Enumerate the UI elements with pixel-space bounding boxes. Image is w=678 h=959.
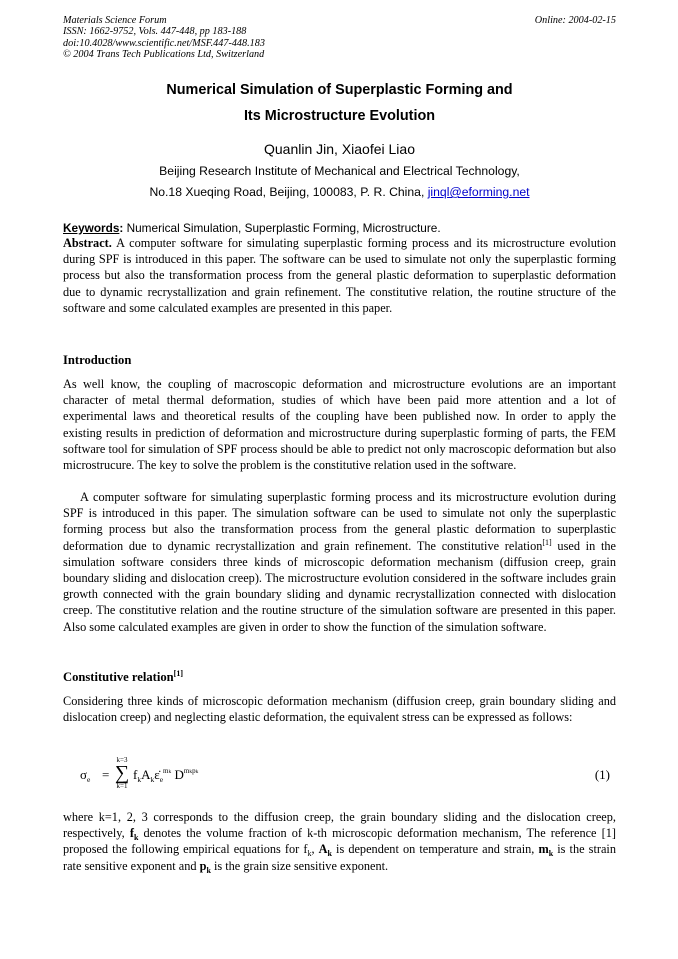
- introduction-paragraph-2: [63, 489, 616, 635]
- eq-strain-rate-sub: e: [159, 775, 164, 784]
- author-email-link[interactable]: jinql@eforming.net: [427, 185, 530, 199]
- eq-lhs: [80, 767, 90, 783]
- eq-D-p: p: [192, 767, 196, 775]
- eq-sigma: σ: [80, 767, 88, 782]
- abstract-label: Abstract.: [63, 236, 112, 250]
- eq-sum-upper: k=3: [116, 756, 128, 764]
- eq-D-m-sub: k: [189, 769, 193, 775]
- eq-D-exp: [184, 767, 198, 775]
- eq-sum-symbol: ∑: [114, 762, 130, 784]
- abstract-text: A computer software for simulating superplastic forming process and its microstructure evolution during SPF is introduced in this paper. The software can be used to simulate not only the superplastic forming process but also the transformation process from the general plastic deformation to superplastic deformation due to dynamic recrystallization and grain refinement. The constitutive relation, the routine structure of the software and some calculated examples are presented in this paper.: [63, 236, 616, 315]
- pk-symbol: [200, 859, 211, 873]
- eq-D-p-sub: k: [195, 769, 199, 775]
- affiliation-line-1: Beijing Research Institute of Mechanical and Electrical Technology,: [159, 164, 520, 178]
- keywords-colon: :: [119, 221, 124, 235]
- eq-f: f: [133, 767, 138, 782]
- eq-summation: [114, 756, 130, 790]
- eq-D-m: m: [183, 767, 190, 775]
- pk-k: k: [206, 865, 211, 875]
- intro-p2-text-a: A computer software for simulating superplastic forming process and its microstructure evolution during SPF is introduced in this paper. The simulation software can be used to simulate not only the superplastic forming process but also the transformation process from the general plastic deformation to superplastic deformation due to dynamic recrystallization and grain refinement. The constitutive relation: [63, 490, 616, 553]
- const-p2-s1: where k=1, 2, 3 corresponds to the diffusion creep, the grain boundary sliding and the dislocation creep, respectively,: [63, 810, 616, 841]
- eq-m-sub: k: [168, 769, 172, 775]
- author-list: Quanlin Jin, Xiaofei Liao: [264, 141, 415, 157]
- const-p2-s4: is dependent on temperature and strain,: [331, 842, 539, 857]
- eq-rhs: [133, 767, 198, 783]
- ak-a: A: [318, 842, 328, 857]
- paper-title-line-2: Its Microstructure Evolution: [243, 108, 436, 124]
- const-p2-s6: is the grain size sensitive exponent.: [210, 858, 389, 873]
- journal-name: Materials Science Forum: [63, 15, 167, 26]
- constitutive-paragraph-2: [63, 809, 616, 874]
- equation-1: [80, 758, 616, 794]
- const-p2-s5: is the strain rate sensitive exponent and: [63, 842, 616, 873]
- fk2-k: k: [307, 849, 312, 859]
- eq-equals: =: [102, 767, 110, 782]
- eq-A-sub: k: [150, 775, 155, 784]
- online-date: Online: 2004-02-15: [534, 15, 616, 26]
- constitutive-paragraph-1: Considering three kinds of microscopic deformation mechanism (diffusion creep, grain boundary sliding and dislocation creep) and neglecting elastic deformation, the equivalent stress can be expressed as follows:: [63, 694, 616, 725]
- affiliation-line-2: [63, 185, 616, 199]
- keywords-line: [63, 221, 616, 235]
- mk-m: m: [538, 842, 549, 857]
- fk-k: k: [133, 833, 139, 843]
- eq-f-sub: k: [137, 775, 142, 784]
- mk-k: k: [548, 849, 554, 859]
- eq-sum-lower: k=1: [116, 782, 128, 790]
- fk-f: f: [129, 826, 134, 841]
- mk-symbol: [538, 842, 554, 859]
- pk-p: p: [199, 858, 207, 873]
- copyright-line: © 2004 Trans Tech Publications Ltd, Switzerland: [63, 48, 265, 60]
- const-p2-s3: ,: [311, 842, 319, 857]
- introduction-paragraph-1: As well know, the coupling of macroscopic deformation and microstructure evolutions are an important character of metal thermal deformation, studies of which have been paid more attention and a lot of experimental laws and theoretical results of the coupling have been published now. In order to apply the existing results in prediction of deformation and microstructure during superplastic forming of parts, the FEM software tool for simulation of SPF process should be able to predict not only macroscopic deformation but also microstrucure. The key to solve the problem is the constitutive relation used in the software.: [63, 377, 616, 473]
- journal-header: [63, 15, 616, 60]
- introduction-heading: Introduction: [63, 353, 132, 367]
- ak-symbol: [318, 842, 332, 859]
- constitutive-heading-ref: [1]: [173, 669, 183, 678]
- keywords-label: Keywords: [63, 221, 120, 235]
- eq-D: D: [174, 767, 184, 782]
- eq-lhs-sub: e: [87, 775, 91, 784]
- affiliation-address: No.18 Xueqing Road, Beijing, 100083, P. R. China,: [149, 185, 428, 199]
- intro-p2-text-b: used in the simulation software considers three kinds of microscopic deformation mechanism (diffusion creep, grain boundary sliding and dislocation creep). The microstructure evolution considered in the software includes grain growth connected with the grain boundary sliding and dynamic recrystallization connected with dislocation creep. The constitutive relation and the routine structure of the simulation software are presented in this paper. Also some calculated examples are given in order to show the function of the simulation software.: [63, 538, 616, 634]
- keywords-text: Numerical Simulation, Superplastic Forming, Microstructure.: [123, 221, 441, 235]
- paper-title-line-1: Numerical Simulation of Superplastic Forming and: [166, 82, 513, 98]
- eq-A: A: [141, 767, 151, 782]
- constitutive-relation-heading: [63, 670, 183, 685]
- ak-k: k: [327, 849, 332, 859]
- eq-strain-rate: ε̇: [154, 767, 160, 782]
- eq-m: m: [163, 767, 169, 775]
- doi-line: doi:10.4028/www.scientific.net/MSF.447-448.183: [63, 37, 265, 49]
- constitutive-heading-text: Constitutive relation: [63, 670, 174, 684]
- abstract-paragraph: [63, 235, 616, 316]
- const-p2-s2: denotes the volume fraction of k-th microscopic deformation mechanism, The reference [1] proposed the following empirical equations for f: [63, 826, 616, 857]
- equation-number: (1): [594, 767, 610, 782]
- issn-line: ISSN: 1662-9752, Vols. 447-448, pp 183-188: [63, 26, 247, 38]
- eq-strain-rate-exp: [163, 767, 171, 775]
- citation-ref-1: [1]: [542, 537, 552, 547]
